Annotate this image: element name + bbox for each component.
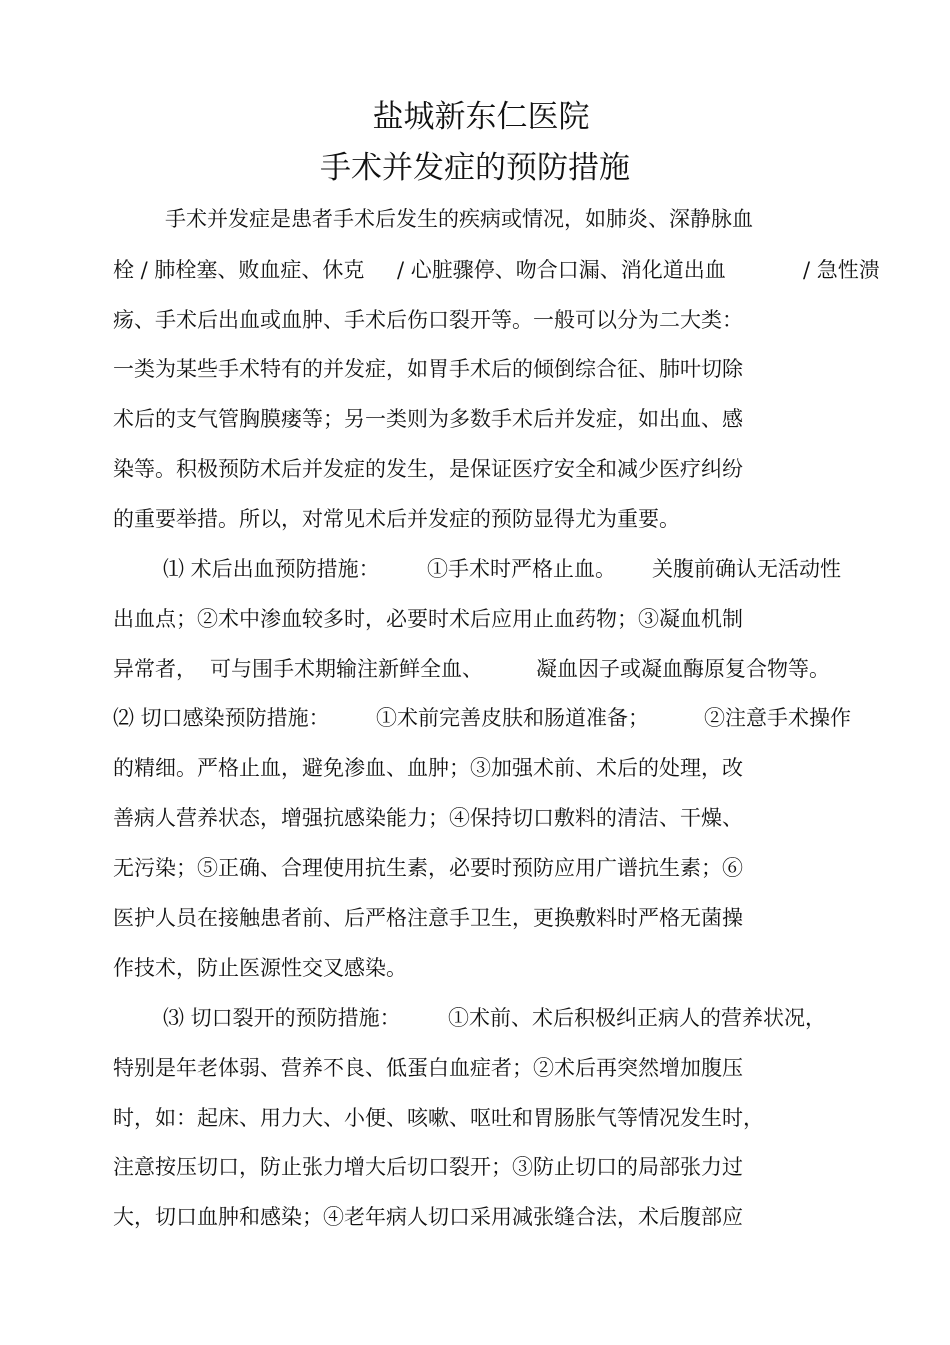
paragraph-line: 一类为某些手术特有的并发症，如胃手术后的倾倒综合征、肺叶切除 <box>113 357 743 381</box>
paragraph-line: 疡、手术后出血或血肿、手术后伤口裂开等。一般可以分为二大类： <box>113 308 743 332</box>
section-heading: ⑵ 切口感染预防措施： <box>113 706 330 730</box>
text-segment: / 心脏骤停、吻合口漏、消化道出血 <box>397 258 726 282</box>
paragraph-line <box>113 654 853 684</box>
document-title: 手术并发症的预防措施 <box>320 150 630 186</box>
paragraph-line: 染等。积极预防术后并发症的发生，是保证医疗安全和减少医疗纠纷 <box>113 457 743 481</box>
text-segment: 可与围手术期输注新鲜全血、 <box>210 657 483 681</box>
paragraph-line: 出血点；②术中渗血较多时，必要时术后应用止血药物；③凝血机制 <box>113 607 743 631</box>
section-heading-line <box>163 554 863 584</box>
paragraph-line: 善病人营养状态，增强抗感染能力；④保持切口敷料的清洁、干燥、 <box>113 806 743 830</box>
text-segment: ①术前、术后积极纠正病人的营养状况， <box>448 1006 826 1030</box>
text-segment: 关腹前确认无活动性 <box>652 557 841 581</box>
paragraph-line: 无污染；⑤正确、合理使用抗生素，必要时预防应用广谱抗生素；⑥ <box>113 856 743 880</box>
paragraph-line: 时，如：起床、用力大、小便、咳嗽、呕吐和胃肠胀气等情况发生时， <box>113 1106 764 1130</box>
paragraph-line: 注意按压切口，防止张力增大后切口裂开；③防止切口的局部张力过 <box>113 1155 743 1179</box>
text-segment: ②注意手术操作 <box>704 706 851 730</box>
paragraph-line: 的精细。严格止血，避免渗血、血肿；③加强术前、术后的处理，改 <box>113 756 743 780</box>
text-segment: ①术前完善皮肤和肠道准备； <box>376 706 649 730</box>
section-heading: ⑴ 术后出血预防措施： <box>163 557 380 581</box>
paragraph-line: 手术并发症是患者手术后发生的疾病或情况，如肺炎、深静脉血 <box>165 207 753 231</box>
text-segment: / 急性溃 <box>803 258 880 282</box>
text-segment: 异常者， <box>113 657 197 681</box>
paragraph-line: 术后的支气管胸膜瘘等；另一类则为多数手术后并发症，如出血、感 <box>113 407 743 431</box>
paragraph-line: 大，切口血肿和感染；④老年病人切口采用减张缝合法，术后腹部应 <box>113 1205 743 1229</box>
paragraph-line: 作技术，防止医源性交叉感染。 <box>113 956 407 980</box>
paragraph-line: 的重要举措。所以，对常见术后并发症的预防显得尤为重要。 <box>113 507 680 531</box>
section-heading-line <box>113 703 873 733</box>
paragraph-line: 医护人员在接触患者前、后严格注意手卫生，更换敷料时严格无菌操 <box>113 906 743 930</box>
hospital-title: 盐城新东仁医院 <box>372 99 590 135</box>
text-segment: 栓 / 肺栓塞、败血症、休克 <box>113 258 365 282</box>
paragraph-line: 特别是年老体弱、营养不良、低蛋白血症者；②术后再突然增加腹压 <box>113 1056 743 1080</box>
section-heading-line <box>163 1003 853 1033</box>
section-heading: ⑶ 切口裂开的预防措施： <box>163 1006 401 1030</box>
text-segment: ①手术时严格止血。 <box>427 557 616 581</box>
text-segment: 凝血因子或凝血酶原复合物等。 <box>536 657 830 681</box>
paragraph-line <box>113 255 883 285</box>
